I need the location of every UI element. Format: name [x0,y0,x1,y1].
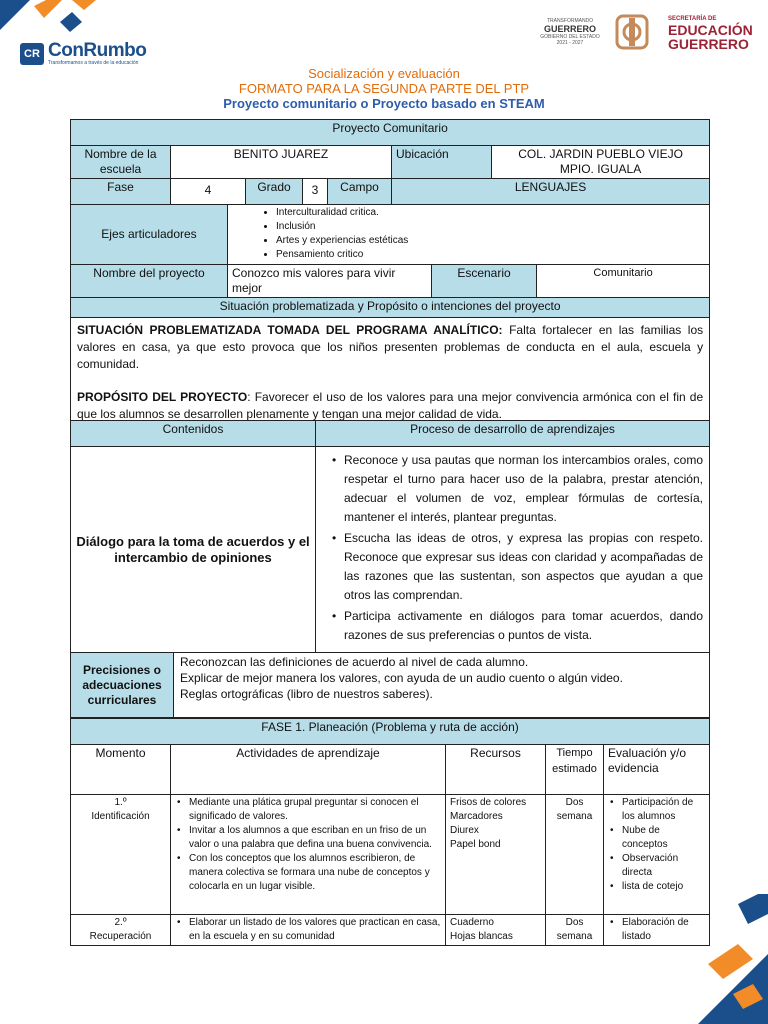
brand-tagline: Transformamos a través de la educación [48,60,139,66]
precision-line: Explicar de mejor manera los valores, con ayuda de un audio cuento o algún video. [180,671,623,685]
contents-table [70,420,710,718]
evaluation-item: • Participación de los alumnos [622,796,705,824]
activities-cell [171,795,446,915]
axis-item: • Interculturalidad critica. [276,206,705,220]
process-heading: Proceso de desarrollo de aprendizajes [316,421,710,447]
process-item: • Reconoce y usa pautas que norman los intercambios orales, como respetar el turno para hacer uso de la palabra, prestar atención, adecuar el volumen de voz, emplear fórmulas de cortesía, mantener el interés, plantear preguntas. [344,451,703,527]
activity-item: • Mediante una plática grupal preguntar si conocen el significado de valores. [189,796,441,824]
col-moment: Momento [71,745,171,795]
title-line2: FORMATO PARA LA SEGUNDA PARTE DEL PTP [238,81,530,96]
axis-item: • Pensamiento critico [276,248,705,262]
purpose-text: : Favorecer el uso de los valores para una mejor convivencia armónica con el fin de que los alumnos se desarrollen plenamente y tengan una mejor calidad de vida. [77,390,704,421]
evaluation-cell [604,795,710,915]
sep-line2: EDUCACIÓN [668,22,753,38]
document-titles [0,66,768,112]
phase-label: Fase [71,179,171,205]
gov-years: 2021 - 2027 [556,40,584,46]
process-list [316,447,710,653]
scenario-value: Comunitario [537,265,710,298]
gov-name: GUERRERO [543,24,596,34]
content-value: Diálogo para la toma de acuerdos y el intercambio de opiniones [71,447,316,653]
title-line1: Socialización y evaluación [308,66,460,81]
evaluation-item: • Elaboración de listado [622,916,705,944]
school-label: Nombre de la escuela [71,146,171,179]
brand-name: ConRumbo [48,40,147,61]
activity-item: • Invitar a los alumnos a que escriban en un friso de un valor o una palabra que defina una buena convivencia. [189,824,441,852]
moment-num: 2.º [114,917,127,928]
project-name-value: Conozco mis valores para vivir mejor [228,265,432,298]
activity-item: • Elaborar un listado de los valores que practican en casa, en la escuela y en su comunidad [189,916,441,944]
time-cell: Dos semana [546,795,604,915]
logo-mark: CR [20,43,44,65]
col-time: Tiempo estimado [546,745,604,795]
evaluation-item: • lista de cotejo [622,880,705,894]
axes-list [228,205,710,265]
sep-line3: GUERRERO [668,36,749,52]
title-line3: Proyecto comunitario o Proyecto basado en STEAM [223,96,545,111]
school-value: BENITO JUAREZ [171,146,392,179]
activities-cell [171,915,446,946]
grade-label: Grado [246,179,303,205]
purpose-label: PROPÓSITO DEL PROYECTO [77,390,248,404]
moment-name: Identificación [91,811,150,822]
location-line1: COL. JARDIN PUEBLO VIEJO [518,147,683,161]
resources-cell [446,795,546,915]
gov-sub: GOBIERNO DEL ESTADO [540,34,600,40]
precision-line: Reglas ortográficas (libro de nuestros saberes). [180,687,433,701]
grade-value: 3 [303,179,328,205]
phase1-table [70,718,710,946]
sep-logo-text [668,16,753,51]
location-label: Ubicación [392,146,492,179]
gov-top: TRANSFORMANDO [546,18,594,24]
purpose-paragraph [77,389,703,423]
problem-label: SITUACIÓN PROBLEMATIZADA TOMADA DEL PROGRAMA ANALÍTICO: [77,323,503,337]
axis-item: • Inclusión [276,220,705,234]
activity-item: • Con los conceptos que los alumnos escribieron, de manera colectiva se formara una nube de conceptos y colocarla en un lugar visible. [189,852,441,894]
precision-line: Reconozcan las definiciones de acuerdo al nivel de cada alumno. [180,655,529,669]
moment-num: 1.º [114,797,127,808]
time-cell: Dos semana [546,915,604,946]
contents-heading: Contenidos [71,421,316,447]
moment-name: Recuperación [89,931,152,942]
sep-line1: SECRETARÍA DE [668,16,717,22]
col-activities: Actividades de aprendizaje [171,745,446,795]
axis-item: • Artes y experiencias estéticas [276,234,705,248]
scenario-label: Escenario [432,265,537,298]
resource-item: Diurex [450,825,479,836]
moment-cell [71,915,171,946]
moment-cell [71,795,171,915]
resource-item: Marcadores [450,811,503,822]
evaluation-item: • Nube de conceptos [622,824,705,852]
resource-item: Hojas blancas [450,931,513,942]
problem-text: Falta fortalecer en las familias los valores en casa, ya que esto provoca que los niños presenten problemas de conducta en el aula, escuela y comunidad. [77,323,704,371]
process-item: • Participa activamente en diálogos para tomar acuerdos, dando razones de sus preferencias o puntos de vista. [344,607,703,645]
resources-cell [446,915,546,946]
field-value: LENGUAJES [392,179,710,205]
process-item: • Escucha las ideas de otros, y expresa las propias con respeto. Reconoce que expresar sus ideas con claridad y acompañadas de las razones que las sustentan, son aspectos que ayudan a que otros las comprendan. [344,529,703,605]
precisions-body [174,653,710,718]
phase-value: 4 [171,179,246,205]
field-label: Campo [328,179,392,205]
project-name-label: Nombre del proyecto [71,265,228,298]
col-eval: Evaluación y/o evidencia [604,745,710,795]
location-value [492,146,710,179]
evaluation-cell [604,915,710,946]
guerrero-gov-logo [540,18,600,46]
problem-paragraph [77,322,703,373]
location-line2: MPIO. IGUALA [559,162,642,176]
project-type-heading: Proyecto Comunitario [71,120,710,146]
col-resources: Recursos [446,745,546,795]
phase1-heading: FASE 1. Planeación (Problema y ruta de acción) [71,719,710,745]
project-info-table [70,119,710,433]
evaluation-item: • Observación directa [622,852,705,880]
sep-emblem-icon [615,14,649,50]
resource-item: Papel bond [450,839,501,850]
table-row [71,915,710,946]
precisions-label: Precisiones o adecuaciones curriculares [71,653,174,718]
situation-heading: Situación problematizada y Propósito o intenciones del proyecto [71,298,710,318]
resource-item: Frisos de colores [450,797,527,808]
table-row [71,795,710,915]
conrumbo-logo [20,42,146,66]
axes-label: Ejes articuladores [71,205,228,265]
situation-body [71,318,710,433]
resource-item: Cuaderno [450,917,494,928]
